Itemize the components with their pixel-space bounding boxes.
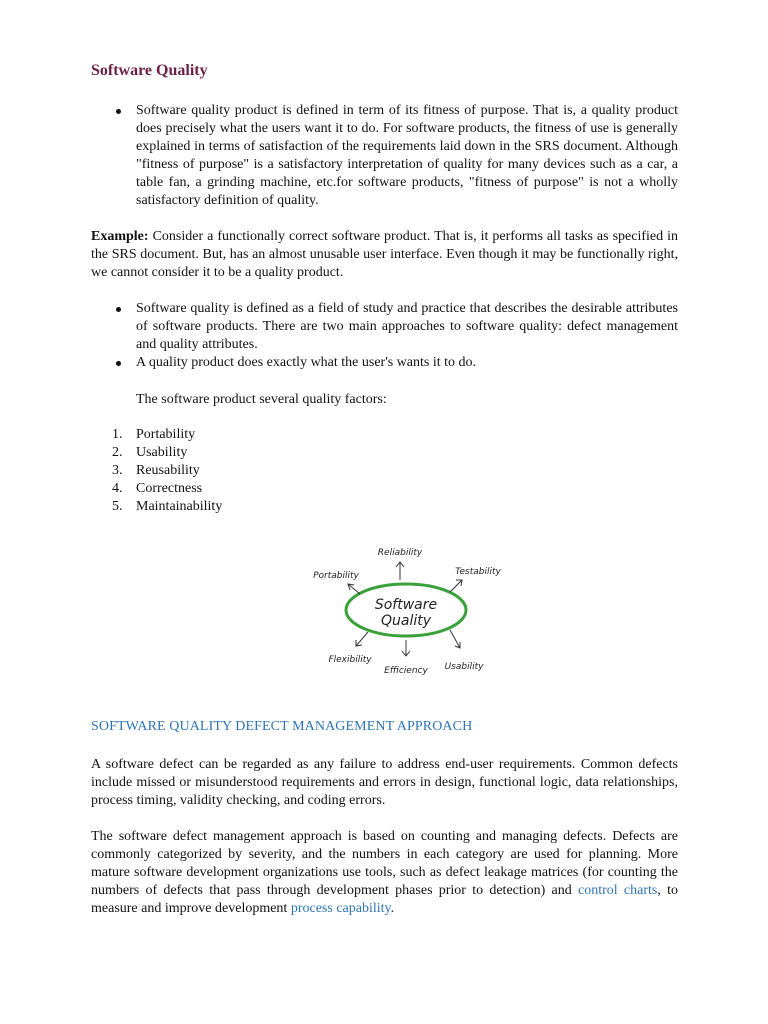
control-charts-link[interactable]: control charts (578, 883, 658, 898)
bullet-text: A quality product does exactly what the user's wants it to do. (136, 355, 477, 370)
label-reliability: Reliability (377, 548, 423, 558)
factor-label: Correctness (136, 481, 203, 496)
example-text: Consider a functionally correct software product. That is, it performs all tasks as specified in the SRS document. But, has an almost unusable user interface. Even though it may be functionally right, we cannot consider it to be a quality product. (91, 229, 678, 280)
section-heading: SOFTWARE QUALITY DEFECT MANAGEMENT APPROACH (91, 719, 473, 734)
factor-label: Maintainability (136, 499, 223, 514)
bullet-text: Software quality is defined as a field of study and practice that describes the desirable attributes of software products. There are two main approaches to software quality: defect management and quality attributes. (136, 301, 678, 352)
list-number: 4. (112, 481, 123, 496)
label-usability: Usability (444, 662, 484, 672)
paragraph-text: , to measure and improve development (91, 883, 678, 916)
list-item (91, 462, 391, 480)
factor-label: Portability (136, 427, 196, 442)
intro-bullet-list (91, 102, 678, 210)
bullet-text: Software quality product is defined in term of its fitness of purpose. That is, a quality product does precisely what the users want it to do. For software products, the fitness of use is generally explained in terms of satisfaction of the requirements laid down in the SRS document. Although "fitness of purpose" is a satisfactory interpretation of quality for many devices such as a car, a table fan, a grinding machine, etc.for software products, "fitness of purpose" is not a wholly satisfactory definition of quality. (136, 103, 678, 208)
list-item (91, 498, 391, 516)
arrow-usability (450, 630, 460, 648)
page-title: Software Quality (91, 62, 208, 79)
arrow-reliability (396, 562, 404, 580)
bullet-icon (116, 361, 121, 366)
list-item (91, 354, 678, 372)
list-item (91, 426, 391, 444)
bullet-icon (116, 307, 121, 312)
list-number: 2. (112, 445, 123, 460)
center-label-line2: Quality (380, 613, 432, 629)
list-number: 3. (112, 463, 123, 478)
label-testability: Testability (455, 567, 501, 577)
example-paragraph (91, 228, 678, 282)
label-efficiency: Efficiency (384, 666, 428, 676)
label-portability: Portability (313, 571, 359, 581)
list-item (91, 480, 391, 498)
list-number: 1. (112, 427, 123, 442)
arrow-efficiency (402, 640, 410, 656)
factors-intro: The software product several quality factors: (136, 392, 387, 407)
arrow-flexibility (356, 632, 368, 646)
quality-factors-list (91, 426, 391, 516)
label-flexibility: Flexibility (328, 655, 372, 665)
bullet-icon (116, 109, 121, 114)
factor-label: Reusability (136, 463, 200, 478)
list-item (91, 300, 678, 354)
defect-paragraph-1: A software defect can be regarded as any failure to address end-user requirements. Common defects include missed or misunderstood requirements and errors in design, functional logic, data relationships, process timing, validity checking, and coding errors. (91, 757, 678, 808)
list-number: 5. (112, 499, 123, 514)
process-capability-link[interactable]: process capability (290, 901, 391, 916)
list-item (91, 444, 391, 462)
center-label-line1: Software (374, 597, 438, 613)
arrow-portability (348, 584, 360, 594)
factor-label: Usability (136, 445, 188, 460)
paragraph-text: The software defect management approach is based on counting and managing defects. Defects are commonly categorized by severity, and the numbers in each category are used for planning. More mature software development organizations use tools, such as defect leakage matrices (for counting the numbers of defects that pass through development phases prior to detection) and (91, 829, 678, 898)
software-quality-diagram (300, 540, 510, 680)
paragraph-text: . (390, 901, 395, 916)
defect-paragraph-2 (91, 828, 678, 918)
arrow-testability (450, 580, 462, 592)
list-item (91, 102, 678, 210)
definition-bullet-list (91, 300, 678, 372)
example-label: Example: (91, 229, 149, 244)
